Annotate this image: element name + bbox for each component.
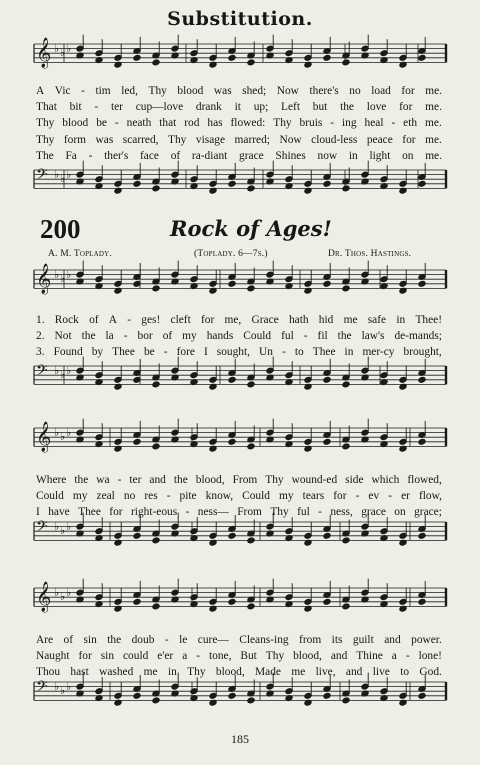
note-head — [247, 285, 255, 292]
flat-icon: ♭ — [54, 520, 60, 533]
note-head — [133, 180, 141, 187]
note-head — [342, 537, 350, 544]
note-head — [133, 438, 141, 445]
note-head — [228, 532, 236, 539]
hymn-title-rock-of-ages: Rock of Ages! — [170, 216, 332, 241]
note-head — [418, 376, 426, 383]
note-head — [152, 59, 160, 66]
note-head — [323, 692, 331, 699]
hymn-title-substitution: Substitution. — [167, 8, 313, 30]
bass-clef-icon: 𝄢 — [36, 362, 48, 383]
treble-clef-icon: 𝄞 — [36, 582, 52, 612]
note-head — [247, 59, 255, 66]
author-credit: A. M. Toplady. — [48, 249, 113, 259]
bass-clef-icon: 𝄢 — [36, 518, 48, 539]
lyric-line: Could my zeal no res - pite know, Could my tears for - ev - er flow, — [36, 490, 442, 503]
flat-icon: ♭ — [66, 168, 72, 181]
note-head — [247, 381, 255, 388]
lyric-line: I have Thee for right-eous - ness— From Thy ful - ness, grace on grace; — [36, 506, 442, 519]
flat-icon: ♭ — [66, 680, 72, 693]
note-head — [342, 185, 350, 192]
lyric-line: Where the wa - ter and the blood, From Thy wound-ed side which flowed, — [36, 474, 442, 486]
note-head — [342, 603, 350, 610]
flat-icon: ♭ — [66, 586, 72, 599]
flat-icon: ♭ — [60, 590, 66, 603]
note-head — [152, 697, 160, 704]
tune-name: (Toplady. 6—7s.) — [194, 249, 268, 259]
note-head — [418, 438, 426, 445]
note-head — [323, 598, 331, 605]
note-head — [133, 692, 141, 699]
note-head — [152, 381, 160, 388]
flat-icon: ♭ — [60, 430, 66, 443]
flat-icon: ♭ — [60, 368, 66, 381]
note-head — [152, 443, 160, 450]
flat-icon: ♭ — [66, 520, 72, 533]
flat-icon: ♭ — [54, 268, 60, 281]
bass-clef-icon: 𝄢 — [36, 166, 48, 187]
note-head — [342, 285, 350, 292]
flat-icon: ♭ — [66, 268, 72, 281]
note-head — [152, 285, 160, 292]
flat-icon: ♭ — [66, 42, 72, 55]
flat-icon: ♭ — [54, 168, 60, 181]
note-head — [247, 603, 255, 610]
note-head — [228, 54, 236, 61]
lyric-line: A Vic - tim led, Thy blood was shed; Now there's no load for me. — [36, 85, 442, 97]
note-head — [247, 443, 255, 450]
flat-icon: ♭ — [54, 364, 60, 377]
note-head — [228, 598, 236, 605]
note-head — [342, 697, 350, 704]
lyric-line: Thy blood be - neath that rod has flowed: Thy bruis - ing heal - eth me. — [36, 117, 442, 130]
flat-icon: ♭ — [66, 364, 72, 377]
flat-icon: ♭ — [54, 42, 60, 55]
note-head — [342, 381, 350, 388]
note-head — [323, 376, 331, 383]
note-head — [342, 443, 350, 450]
lyric-line: Naught for sin could e'er a - tone, But Thy blood, and Thine a - lone! — [36, 650, 442, 663]
bass-clef-icon: 𝄢 — [36, 678, 48, 699]
flat-icon: ♭ — [60, 172, 66, 185]
page-number: 185 — [231, 732, 249, 746]
note-head — [323, 438, 331, 445]
flat-icon: ♭ — [60, 272, 66, 285]
note-head — [133, 532, 141, 539]
note-head — [228, 692, 236, 699]
note-head — [247, 537, 255, 544]
note-head — [342, 59, 350, 66]
flat-icon: ♭ — [60, 684, 66, 697]
note-head — [323, 532, 331, 539]
note-head — [323, 54, 331, 61]
lyric-line: Are of sin the doub - le cure— Cleans-ing from its guilt and power. — [36, 634, 442, 646]
lyric-line: 1. Rock of A - ges! cleft for me, Grace hath hid me safe in Thee! — [36, 314, 442, 326]
note-head — [418, 598, 426, 605]
flat-icon: ♭ — [60, 524, 66, 537]
lyrics-substitution — [36, 83, 442, 164]
flat-icon: ♭ — [66, 426, 72, 439]
lyrics-system-3 — [36, 632, 442, 681]
note-head — [418, 280, 426, 287]
note-head — [228, 280, 236, 287]
lyric-line: That bit - ter cup—love drank it up; Left but the love for me. — [36, 101, 442, 114]
note-head — [418, 54, 426, 61]
flat-icon: ♭ — [54, 426, 60, 439]
note-head — [418, 180, 426, 187]
note-head — [228, 438, 236, 445]
note-head — [418, 532, 426, 539]
note-head — [133, 54, 141, 61]
note-head — [228, 180, 236, 187]
note-head — [228, 376, 236, 383]
treble-clef-icon: 𝄞 — [36, 264, 52, 294]
hymn-number: 200 — [40, 214, 81, 244]
lyrics-system-1 — [36, 312, 442, 361]
note-head — [152, 537, 160, 544]
treble-clef-icon: 𝄞 — [36, 38, 52, 68]
note-head — [247, 185, 255, 192]
note-head — [418, 692, 426, 699]
lyric-line: Thou hast washed me in Thy blood, Made me live, and live to God. — [36, 666, 442, 679]
composer-credit: Dr. Thos. Hastings. — [328, 249, 412, 259]
flat-icon: ♭ — [54, 680, 60, 693]
treble-clef-icon: 𝄞 — [36, 422, 52, 452]
lyric-line: The Fa - ther's face of ra-diant grace Shines now in light on me. — [36, 149, 442, 162]
note-head — [152, 603, 160, 610]
lyric-line: 2. Not the la - bor of my hands Could ful - fil the law's de-mands; — [36, 330, 442, 343]
flat-icon: ♭ — [60, 46, 66, 59]
lyric-line: Thy form was scarred, Thy visage marred; Now cloud-less peace for me. — [36, 133, 442, 146]
note-head — [323, 180, 331, 187]
note-head — [247, 697, 255, 704]
note-head — [133, 598, 141, 605]
note-head — [323, 280, 331, 287]
flat-icon: ♭ — [54, 586, 60, 599]
note-head — [152, 185, 160, 192]
lyric-line: 3. Found by Thee be - fore I sought, Un - to Thee in mer-cy brought, — [36, 346, 442, 359]
lyrics-system-2 — [36, 472, 442, 521]
